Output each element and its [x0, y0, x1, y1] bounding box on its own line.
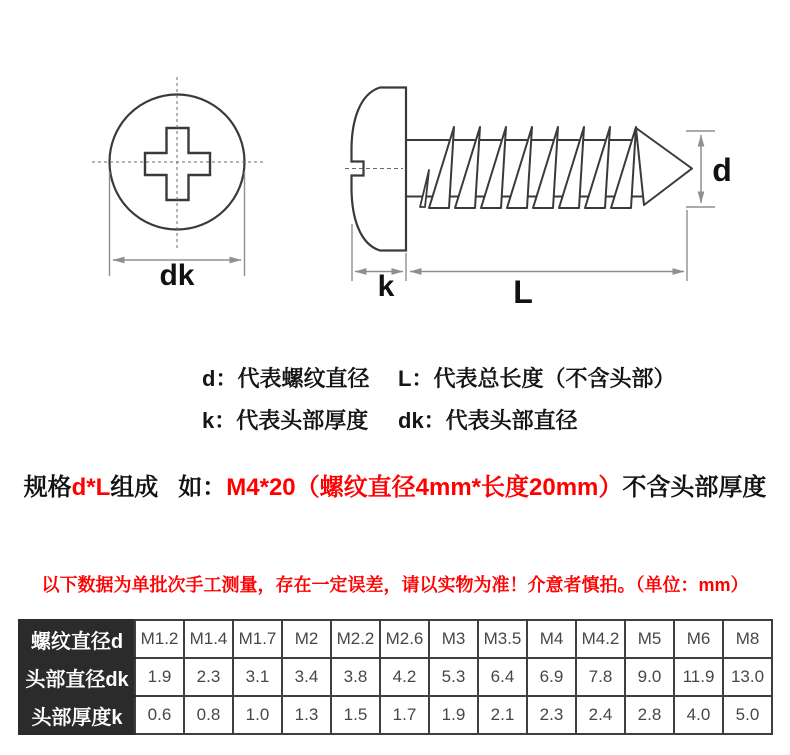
row-header: 头部直径dk	[19, 658, 135, 696]
d-dimension-label: d	[712, 152, 732, 188]
spec-naming-rule	[0, 467, 790, 502]
spec-part1: 规格	[23, 474, 72, 501]
table-cell: 6.4	[478, 658, 527, 696]
table-cell: M1.2	[135, 620, 184, 658]
k-dimension-label: k	[377, 270, 395, 303]
row-header: 头部厚度k	[19, 696, 135, 734]
table-cell: 5.3	[429, 658, 478, 696]
spec-part4: 如：	[178, 474, 227, 501]
table-cell: 1.3	[282, 696, 331, 734]
screw-technical-drawing	[0, 0, 790, 335]
legend-line-2	[202, 398, 675, 440]
table-cell: M6	[674, 620, 723, 658]
table-cell: M3	[429, 620, 478, 658]
table-cell: M4	[527, 620, 576, 658]
spec-part5: M4*20（螺纹直径4mm*长度20mm）	[226, 474, 623, 501]
table-row	[19, 658, 772, 696]
table-cell: M5	[625, 620, 674, 658]
table-cell: M2	[282, 620, 331, 658]
table-cell: 2.1	[478, 696, 527, 734]
table-cell: 1.0	[233, 696, 282, 734]
L-dimension-label: L	[513, 274, 533, 310]
table-cell: 0.8	[184, 696, 233, 734]
table-cell: 1.9	[429, 696, 478, 734]
table-cell: M1.7	[233, 620, 282, 658]
table-cell: M3.5	[478, 620, 527, 658]
table-cell: 2.8	[625, 696, 674, 734]
measurement-disclaimer: 以下数据为单批次手工测量，存在一定误差，请以实物为准！介意者慎拍。（单位：mm）	[41, 575, 749, 595]
table-row	[19, 696, 772, 734]
legend-k: k：代表头部厚度	[202, 407, 369, 433]
table-cell: 9.0	[625, 658, 674, 696]
table-cell: 13.0	[723, 658, 772, 696]
table-cell: 3.1	[233, 658, 282, 696]
spec-table-body	[19, 620, 772, 734]
screw-tip-cone	[636, 128, 692, 205]
table-row	[19, 620, 772, 658]
legend-L: L：代表总长度（不含头部）	[398, 365, 676, 391]
table-cell: M2.2	[331, 620, 380, 658]
legend-d: d：代表螺纹直径	[202, 365, 370, 391]
table-cell: M4.2	[576, 620, 625, 658]
table-cell: 4.2	[380, 658, 429, 696]
table-cell: 4.0	[674, 696, 723, 734]
table-cell: 5.0	[723, 696, 772, 734]
table-cell: 2.3	[184, 658, 233, 696]
table-cell: 1.9	[135, 658, 184, 696]
table-cell: 0.6	[135, 696, 184, 734]
table-cell: 1.5	[331, 696, 380, 734]
spec-part3: 组成	[110, 474, 159, 501]
table-cell: 2.3	[527, 696, 576, 734]
table-cell: M8	[723, 620, 772, 658]
dk-dimension-label: dk	[159, 259, 195, 292]
spec-part2: d*L	[71, 474, 111, 501]
table-cell: 7.8	[576, 658, 625, 696]
side-view-screw	[345, 88, 692, 251]
table-cell: 2.4	[576, 696, 625, 734]
table-cell: M1.4	[184, 620, 233, 658]
row-header: 螺纹直径d	[19, 620, 135, 658]
dimension-legend	[202, 356, 675, 440]
L-dimension	[410, 210, 687, 281]
table-cell: 6.9	[527, 658, 576, 696]
table-cell: M2.6	[380, 620, 429, 658]
spec-part6: 不含头部厚度	[622, 474, 767, 501]
front-view-centerlines	[92, 77, 263, 249]
table-cell: 3.4	[282, 658, 331, 696]
table-cell: 11.9	[674, 658, 723, 696]
table-cell: 3.8	[331, 658, 380, 696]
table-cell: 1.7	[380, 696, 429, 734]
spec-table	[18, 619, 773, 735]
legend-dk: dk：代表头部直径	[398, 407, 578, 433]
legend-line-1	[202, 356, 675, 398]
